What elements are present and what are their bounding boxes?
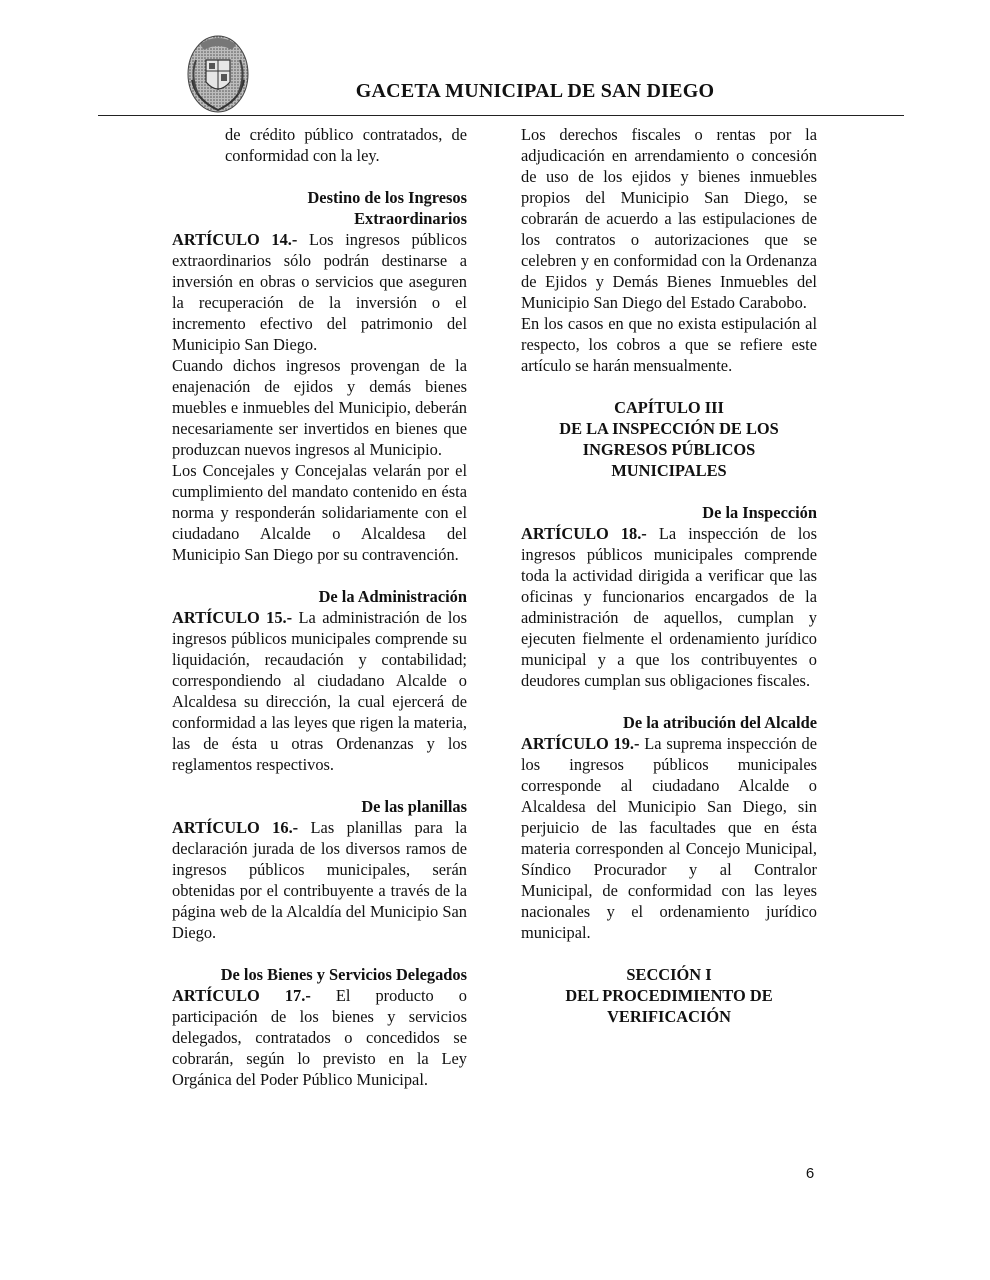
chapter-title-line1: DE LA INSPECCIÓN DE LOS: [559, 419, 779, 438]
article-14-paragraph-2: Cuando dichos ingresos provengan de la enajenación de ejidos y demás bienes muebles e inmuebles del Municipio, deberán necesariamente ser invertidos en bienes que produzcan nuevos ingresos al Municipio.: [172, 356, 467, 459]
article-17-label: ARTÍCULO 17.-: [172, 986, 311, 1005]
article-14-paragraph-1: [172, 229, 467, 355]
heading-article-14-line1: Destino de los Ingresos: [307, 188, 467, 207]
municipal-seal-logo: [186, 30, 250, 114]
section-number: SECCIÓN I: [626, 965, 712, 984]
header-divider: [98, 115, 904, 116]
article-17-paragraph: [172, 985, 467, 1090]
continuation-paragraph-2: En los casos en que no exista estipulación al respecto, los cobros a que se refiere este artículo se harán mensualmente.: [521, 314, 817, 375]
article-16-label: ARTÍCULO 16.-: [172, 818, 299, 837]
article-19-text: La suprema inspección de los ingresos públicos municipales corresponde al ciudadano Alcalde o Alcaldesa del Municipio San Diego, sin perjuicio de las facultades que en ésta materia corresponden al Concejo Municipal, Síndico Procurador y al Contralor Municipal, de conformidad con las leyes nacionales y el ordenamiento jurídico municipal.: [521, 734, 817, 942]
section-title-line1: DEL PROCEDIMIENTO DE: [565, 986, 773, 1005]
gazette-title: GACETA MUNICIPAL DE SAN DIEGO: [355, 80, 715, 102]
article-19-label: ARTÍCULO 19.-: [521, 734, 640, 753]
article-18-label: ARTÍCULO 18.-: [521, 524, 647, 543]
article-18-text: La inspección de los ingresos públicos municipales comprende toda la actividad dirigida a verificar que las oficinas y funcionarios encargados de la administración de aquellos, cumplan y ejecuten fielmente el ordenamiento jurídico municipal y a que los contribuyentes o deudores cumplan sus obligaciones fiscales.: [521, 524, 817, 690]
heading-article-18: De la Inspección: [702, 503, 817, 522]
chapter-title-line3: MUNICIPALES: [611, 461, 727, 480]
article-16-paragraph: [172, 817, 467, 943]
heading-article-19: De la atribución del Alcalde: [623, 713, 817, 732]
continuation-paragraph-1: Los derechos fiscales o rentas por la adjudicación en arrendamiento o concesión de uso de los ejidos y bienes inmuebles propios del Municipio San Diego, se cobrarán de acuerdo a las estipulaciones de los contratos o autorizaciones que se celebren y en conformidad con la Ordenanza de Ejidos y Demás Bienes Inmuebles del Municipio San Diego del Estado Carabobo.: [521, 125, 817, 312]
continuation-text: de crédito público contratados, de conformidad con la ley.: [225, 125, 467, 165]
heading-article-15: De la Administración: [318, 587, 467, 606]
section-title-line2: VERIFICACIÓN: [607, 1007, 731, 1026]
article-17-text: El producto o participación de los bienes y servicios delegados, contratados o concedidos se cobrarán, según lo previsto en la Ley Orgánica del Poder Público Municipal.: [172, 986, 467, 1089]
article-15-text: La administración de los ingresos públicos municipales comprende su liquidación, recaudación y contabilidad; correspondiendo al ciudadano Alcalde o Alcaldesa su dirección, la cual ejercerá de conformidad a las leyes que rigen la materia, las de ésta u otras Ordenanzas y los reglamentos respectivos.: [172, 608, 467, 774]
chapter-number: CAPÍTULO III: [614, 398, 724, 417]
article-14-paragraph-3: Los Concejales y Concejalas velarán por el cumplimiento del mandato contenido en ésta norma y responderán solidariamente con el ciudadano Alcalde o Alcaldesa del Municipio San Diego por su contravención.: [172, 461, 467, 564]
heading-article-17: De los Bienes y Servicios Delegados: [220, 965, 467, 984]
heading-article-14-line2: Extraordinarios: [354, 209, 467, 228]
page-number: 6: [805, 1165, 815, 1182]
article-14-label: ARTÍCULO 14.-: [172, 230, 298, 249]
article-19-paragraph: [521, 733, 817, 943]
chapter-title-line2: INGRESOS PÚBLICOS: [582, 440, 756, 459]
article-15-paragraph: [172, 607, 467, 775]
article-18-paragraph: [521, 523, 817, 691]
article-14-text: Los ingresos públicos extraordinarios sólo podrán destinarse a inversión en obras o servicios que aseguren la recuperación de la inversión o el incremento efectivo del patrimonio del Municipio San Diego.: [172, 230, 467, 354]
right-column: [521, 124, 817, 1027]
heading-article-16: De las planillas: [361, 797, 467, 816]
left-column: [172, 124, 467, 1090]
article-16-text: Las planillas para la declaración jurada de los diversos ramos de ingresos públicos municipales, serán obtenidas por el contribuyente a través de la página web de la Alcaldía del Municipio San Diego.: [172, 818, 467, 942]
article-15-label: ARTÍCULO 15.-: [172, 608, 293, 627]
